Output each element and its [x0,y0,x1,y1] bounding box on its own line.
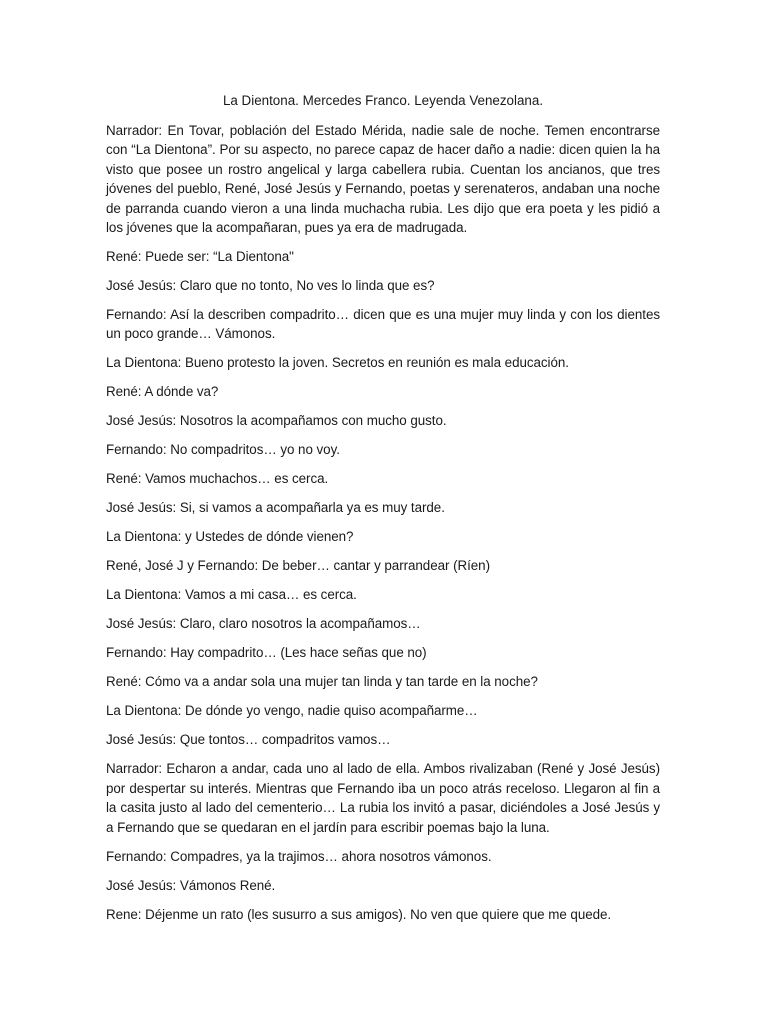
paragraph-dialogue: José Jesús: Claro que no tonto, No ves lo linda que es? [106,278,435,294]
paragraph-dialogue: José Jesús: Que tontos… compadritos vamos… [106,732,391,748]
paragraph-dialogue: La Dientona: Bueno protesto la joven. Secretos en reunión es mala educación. [106,355,569,371]
paragraph-narrator: Narrador: Echaron a andar, cada uno al lado de ella. Ambos rivalizaban (René y José Jesús) por despertar su interés. Mientras que Fernando iba un poco atrás receloso. Llegaron al fin a la casita justo al lado del cementerio… La rubia los invitó a pasar, diciéndoles a José Jesús y a Fernando que se quedaran en el jardín para escribir poemas bajo la luna. [106,761,660,835]
paragraph-dialogue: René: Cómo va a andar sola una mujer tan linda y tan tarde en la noche? [106,674,538,690]
paragraph-narrator-intro: Narrador: En Tovar, población del Estado Mérida, nadie sale de noche. Temen encontrarse con “La Dientona”. Por su aspecto, no parece capaz de hacer daño a nadie: dicen quien la ha visto que posee un rostro angelical y larga cabellera rubia. Cuentan los ancianos, que tres jóvenes del pueblo, René, José Jesús y Fernando, poetas y serenateros, andaban una noche de parranda cuando vieron a una linda muchacha rubia. Les dijo que era poeta y les pidió a los jóvenes que la acompañaran, pues ya era de madrugada. [106,123,660,236]
paragraph-dialogue: Rene: Déjenme un rato (les susurro a sus amigos). No ven que quiere que me quede. [106,906,612,922]
paragraph-dialogue: La Dientona: De dónde yo vengo, nadie quiso acompañarme… [106,703,478,719]
paragraph-dialogue: La Dientona: y Ustedes de dónde vienen? [106,529,354,545]
paragraph-dialogue: José Jesús: Claro, claro nosotros la acompañamos… [106,616,421,632]
paragraph-dialogue: José Jesús: Si, si vamos a acompañarla ya es muy tarde. [106,500,445,516]
paragraph-dialogue: José Jesús: Nosotros la acompañamos con mucho gusto. [106,413,447,429]
paragraph-dialogue: René: Vamos muchachos… es cerca. [106,471,329,487]
paragraph-dialogue: La Dientona: Vamos a mi casa… es cerca. [106,587,357,603]
paragraph-dialogue: René: Puede ser: “La Dientona" [106,249,294,265]
paragraph-dialogue: Fernando: Compadres, ya la trajimos… ahora nosotros vámonos. [106,848,492,864]
paragraph-dialogue: José Jesús: Vámonos René. [106,877,276,893]
paragraph-dialogue: Fernando: No compadritos… yo no voy. [106,442,340,458]
paragraph-dialogue: Fernando: Así la describen compadrito… dicen que es una mujer muy linda y con los dientes un poco grande… Vámonos. [106,307,660,342]
paragraph-dialogue: René, José J y Fernando: De beber… cantar y parrandear (Ríen) [106,558,490,574]
document-title: La Dientona. Mercedes Franco. Leyenda Venezolana. [222,93,544,108]
paragraph-dialogue: René: A dónde va? [106,384,219,400]
paragraph-dialogue: Fernando: Hay compadrito… (Les hace señas que no) [106,645,427,661]
